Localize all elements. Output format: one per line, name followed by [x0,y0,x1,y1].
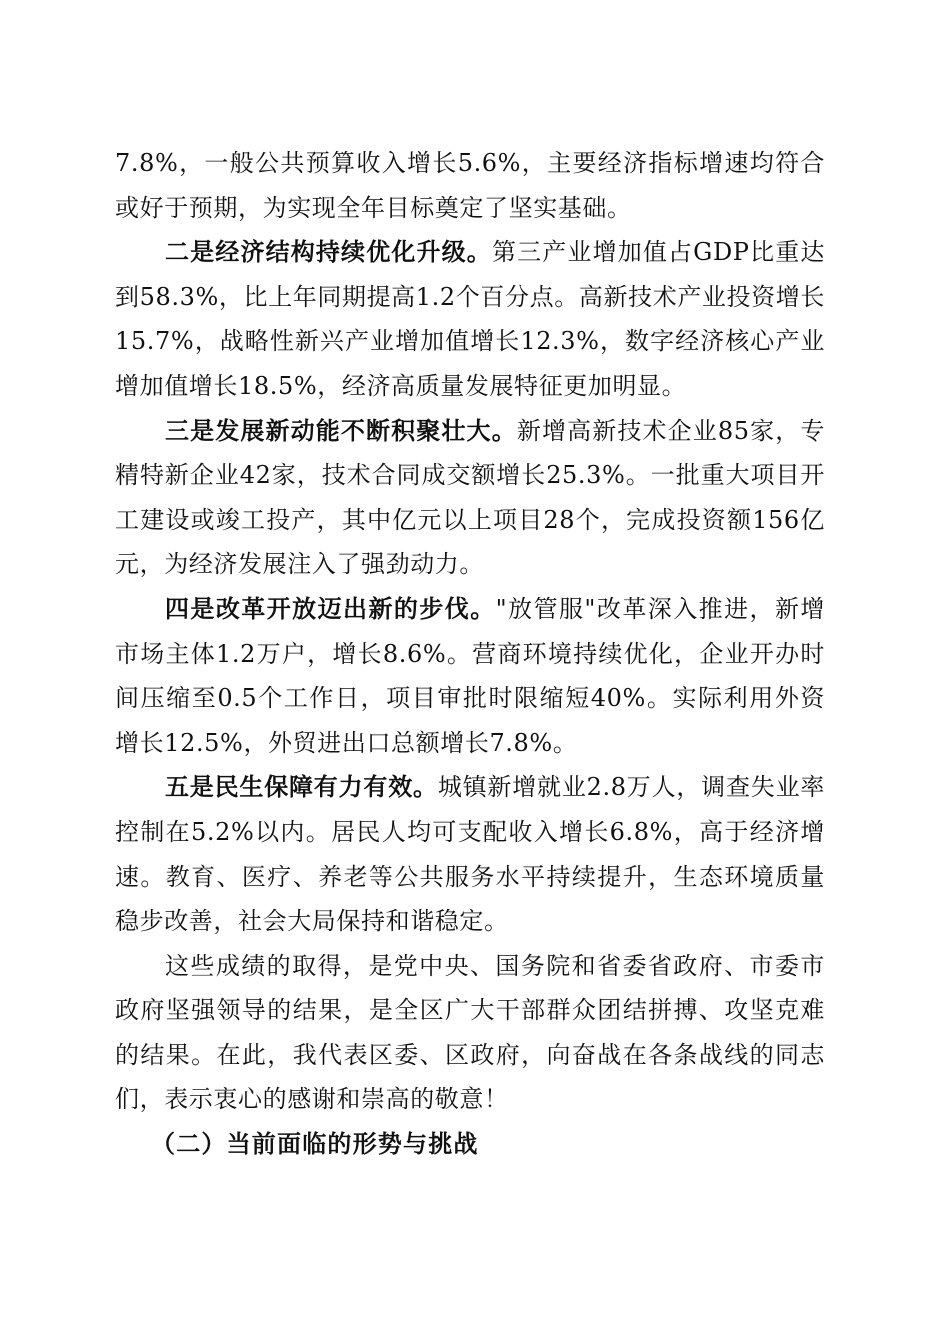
section-heading: （二）当前面临的形势与挑战 [151,1129,479,1159]
paragraph-lead: 三是发展新动能不断积聚壮大。 [165,415,517,445]
paragraph-text: "放管服"改革深入推进，新增市场主体1.2万户，增长8.6%。营商环境持续优化，企业开办时间压缩至0.5个工作日，项目审批时限缩短40%。实际利用外资增长12.5%，外贸进出口总额增长7.8%。 [115,594,825,757]
paragraph-text: 7.8%，一般公共预算收入增长5.6%，主要经济指标增速均符合或好于预期，为实现全年目标奠定了坚实基础。 [115,149,825,222]
paragraph-lead: 四是改革开放迈出新的步伐。 [165,593,496,623]
document-page [115,141,825,1167]
paragraph-economic-structure [115,230,825,408]
paragraph-acknowledgement [115,944,825,1122]
paragraph-text: 城镇新增就业2.8万人，调查失业率控制在5.2%以内。居民人均可支配收入增长6.8%，高于经济增速。教育、医疗、养老等公共服务水平持续提升，生态环境质量稳步改善，社会大局保持和谐稳定。 [115,773,825,936]
paragraph-text: 这些成绩的取得，是党中央、国务院和省委省政府、市委市政府坚强领导的结果，是全区广大干部群众团结拼搏、攻坚克难的结果。在此，我代表区委、区政府，向奋战在各条战线的同志们，表示衷心的感谢和崇高的敬意！ [115,951,825,1114]
paragraph-reform-opening [115,587,825,765]
paragraph-text: 第三产业增加值占GDP比重达到58.3%，比上年同期提高1.2个百分点。高新技术产业投资增长15.7%，战略性新兴产业增加值增长12.3%，数字经济核心产业增加值增长18.5%，经济高质量发展特征更加明显。 [115,238,825,400]
paragraph-text: 新增高新技术企业85家，专精特新企业42家，技术合同成交额增长25.3%。一批重大项目开工建设或竣工投产，其中亿元以上项目28个，完成投资额156亿元，为经济发展注入了强劲动力。 [115,416,825,579]
paragraph-new-momentum [115,409,825,587]
paragraph-continuation [115,141,825,230]
paragraph-livelihood [115,765,825,943]
paragraph-lead: 五是民生保障有力有效。 [165,772,438,802]
paragraph-lead: 二是经济结构持续优化升级。 [165,237,492,267]
